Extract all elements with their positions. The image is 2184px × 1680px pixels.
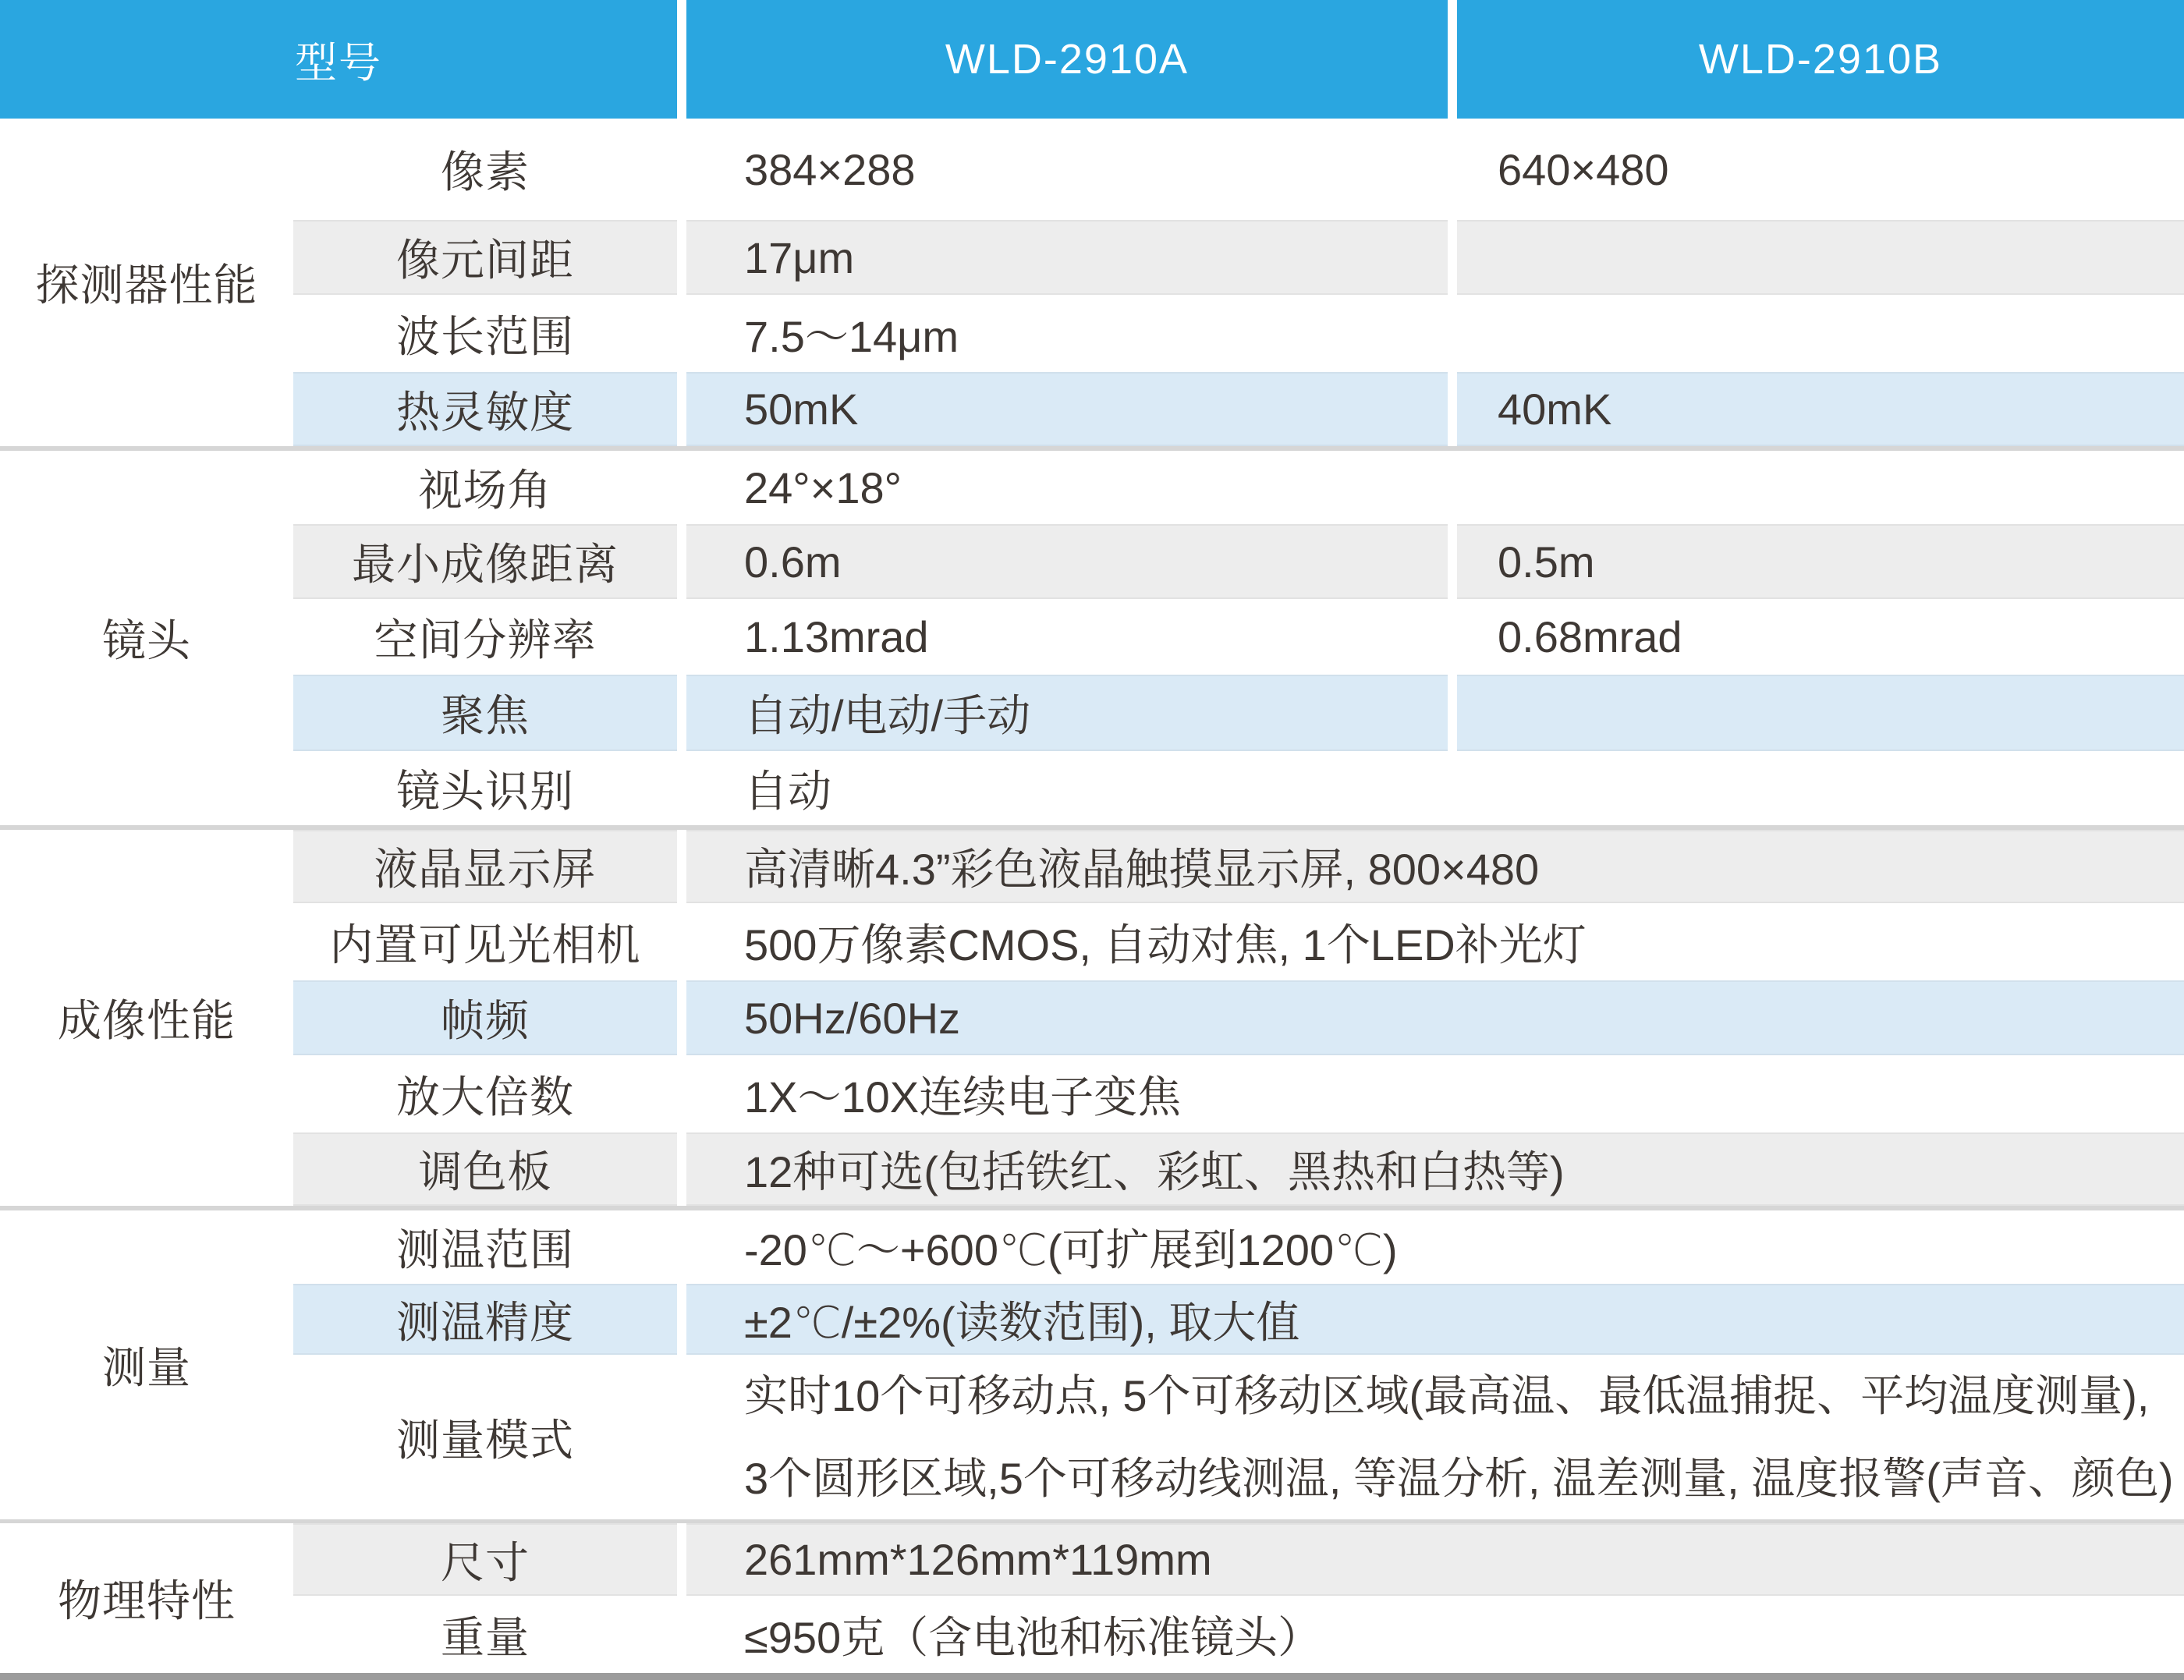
value-merged: ≤950克（含电池和标准镜头）: [744, 1612, 1322, 1662]
value-a: 7.5～14μm: [744, 311, 959, 361]
value-b: [1457, 451, 2184, 524]
header-model-label: 型号: [0, 0, 677, 119]
table-row: [293, 451, 2184, 524]
table-row: [293, 830, 2184, 903]
category-label: 成像性能: [0, 830, 293, 1206]
group-measurement: [0, 1210, 2184, 1519]
value-merged: [686, 1355, 2184, 1519]
param-label: 测量模式: [396, 1415, 574, 1465]
table-row: [293, 980, 2184, 1055]
table-row: [293, 675, 2184, 751]
param-label: 聚焦: [293, 675, 677, 751]
header-model-a: WLD-2910A: [686, 0, 1448, 119]
bottom-bar: [0, 1673, 2184, 1680]
table-row: [293, 751, 2184, 825]
table-row: [293, 1523, 2184, 1596]
param-label: 调色板: [293, 1132, 677, 1206]
table-row: [293, 1596, 2184, 1673]
value-b: [1457, 751, 2184, 825]
value-a: 384×288: [744, 144, 916, 194]
value-merged: 50Hz/60Hz: [686, 980, 2184, 1055]
table-row: [293, 524, 2184, 599]
value-a: 自动: [744, 766, 831, 816]
table-row: [293, 220, 2184, 295]
param-label: 重量: [441, 1612, 530, 1662]
value-merged: 500万像素CMOS, 自动对焦, 1个LED补光灯: [744, 920, 1587, 969]
category-label: 测量: [0, 1210, 293, 1519]
value-merged: 12种可选(包括铁红、彩虹、黑热和白热等): [686, 1132, 2184, 1206]
value-a: 24°×18°: [744, 463, 902, 512]
table-row: [293, 1284, 2184, 1355]
header-row: [0, 0, 2184, 119]
table-row: [293, 1210, 2184, 1284]
value-a: 自动/电动/手动: [686, 675, 1448, 751]
param-label: 空间分辨率: [374, 615, 597, 665]
table-row: [293, 599, 2184, 675]
param-label: 液晶显示屏: [293, 830, 677, 903]
value-b: 640×480: [1498, 144, 1669, 194]
param-label: 像素: [441, 147, 530, 197]
table-row: [293, 1355, 2184, 1519]
group-imaging: [0, 830, 2184, 1206]
param-label: 镜头识别: [396, 766, 574, 816]
group-lens: [0, 451, 2184, 825]
param-label: 尺寸: [293, 1523, 677, 1596]
param-label: 最小成像距离: [293, 524, 677, 599]
table-row: [293, 1132, 2184, 1206]
value-a: 17μm: [686, 220, 1448, 295]
column-gap: [1448, 0, 1457, 119]
value-b: 0.68mrad: [1498, 612, 1682, 661]
param-label: 视场角: [418, 466, 552, 515]
column-gap: [677, 0, 686, 119]
value-b: [1457, 220, 2184, 295]
value-merged: ±2℃/±2%(读数范围), 取大值: [686, 1284, 2184, 1355]
value-merged: 1X～10X连续电子变焦: [744, 1072, 1182, 1122]
param-label: 热灵敏度: [293, 372, 677, 446]
category-label: 物理特性: [0, 1523, 293, 1673]
group-detector: [0, 119, 2184, 446]
table-row: [293, 295, 2184, 372]
table-row: [293, 1055, 2184, 1132]
value-b: 0.5m: [1457, 524, 2184, 599]
param-label: 波长范围: [396, 311, 574, 361]
table-row: [293, 372, 2184, 446]
value-a: 1.13mrad: [744, 612, 929, 661]
value-a: 0.6m: [686, 524, 1448, 599]
category-label: 镜头: [0, 451, 293, 825]
param-label: 放大倍数: [396, 1072, 574, 1122]
param-label: 帧频: [293, 980, 677, 1055]
category-label: 探测器性能: [0, 119, 293, 446]
value-b: 40mK: [1457, 372, 2184, 446]
table-row: [293, 903, 2184, 980]
param-label: 测温范围: [396, 1225, 574, 1274]
value-merged: -20℃～+600℃(可扩展到1200℃): [744, 1225, 1398, 1274]
param-label: 像元间距: [293, 220, 677, 295]
param-label: 内置可见光相机: [329, 920, 641, 969]
value-merged: 高清晰4.3”彩色液晶触摸显示屏, 800×480: [686, 830, 2184, 903]
value-b: [1457, 295, 2184, 372]
param-label: 测温精度: [293, 1284, 677, 1355]
table-row: [293, 119, 2184, 220]
value-line-2: 3个圆形区域,5个可移动线测温, 等温分析, 温差测量, 温度报警(声音、颜色): [744, 1453, 2174, 1503]
header-model-b: WLD-2910B: [1457, 0, 2184, 119]
value-line-1: 实时10个可移动点, 5个可移动区域(最高温、最低温捕捉、平均温度测量),: [744, 1370, 2150, 1420]
value-b: [1457, 675, 2184, 751]
group-physical: [0, 1523, 2184, 1673]
value-merged: 261mm*126mm*119mm: [686, 1523, 2184, 1596]
value-a: 50mK: [686, 372, 1448, 446]
